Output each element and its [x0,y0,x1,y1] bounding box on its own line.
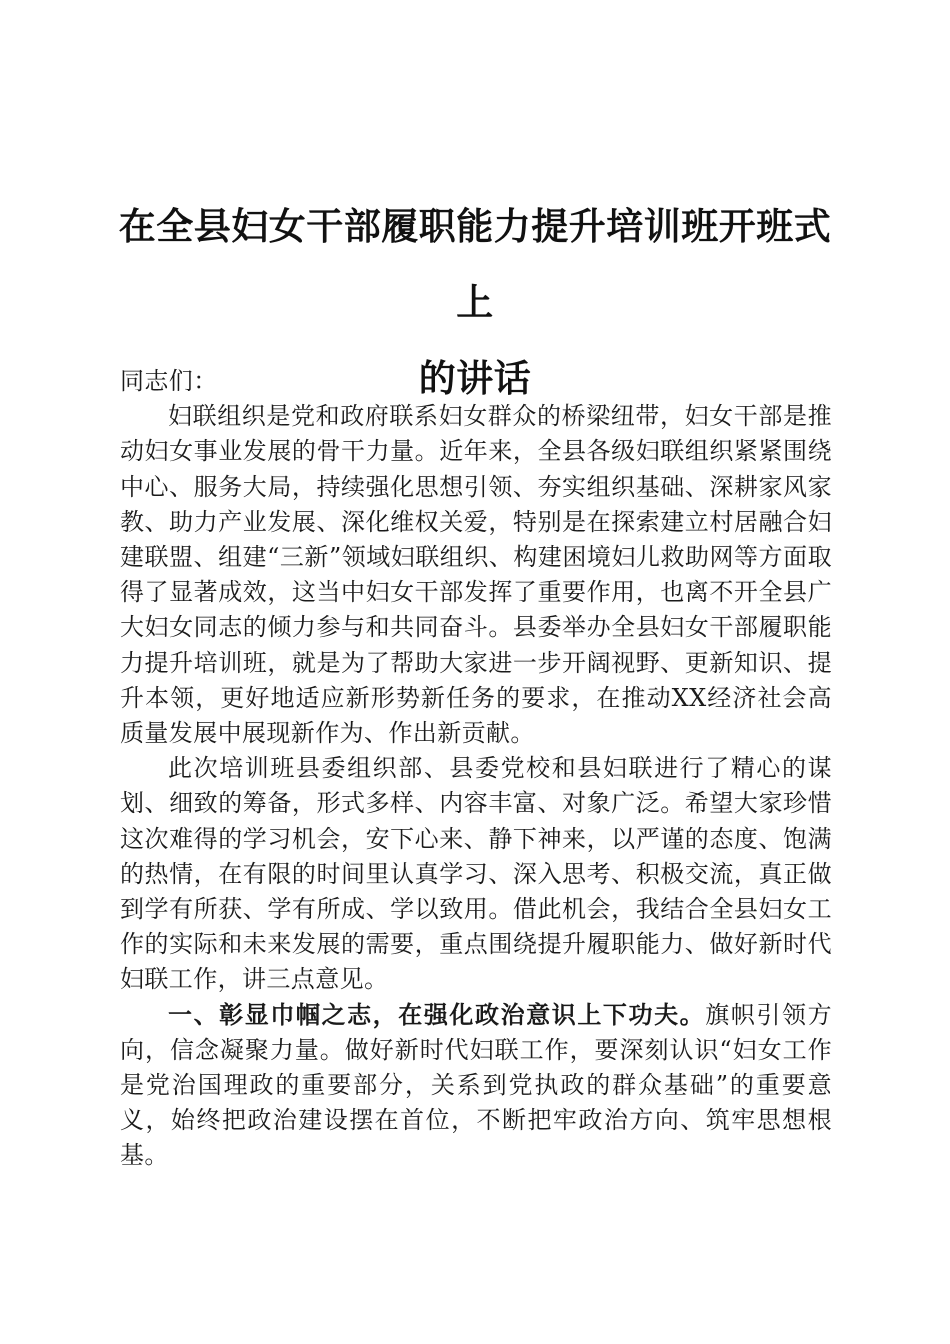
paragraph-2: 此次培训班县委组织部、县委党校和县妇联进行了精心的谋划、细致的筹备，形式多样、内容丰富、对象广泛。希望大家珍惜这次难得的学习机会，安下心来、静下神来，以严谨的态度、饱满的热情，在有限的时间里认真学习、深入思考、积极交流，真正做到学有所获、学有所成、学以致用。借此机会，我结合全县妇女工作的实际和未来发展的需要，重点围绕提升履职能力、做好新时代妇联工作，讲三点意见。 [120,754,832,994]
paragraph-1: 妇联组织是党和政府联系妇女群众的桥梁纽带，妇女干部是推动妇女事业发展的骨干力量。近年来，全县各级妇联组织紧紧围绕中心、服务大局，持续强化思想引领、夯实组织基础、深耕家风家教、助力产业发展、深化维权关爱，特别是在探索建立村居融合妇建联盟、组建“三新”领域妇联组织、构建困境妇儿救助网等方面取得了显著成效，这当中妇女干部发挥了重要作用，也离不开全县广大妇女同志的倾力参与和共同奋斗。县委举办全县妇女干部履职能力提升培训班，就是为了帮助大家进一步开阔视野、更新知识、提升本领，更好地适应新形势新任务的要求，在推动XX经济社会高质量发展中展现新作为、作出新贡献。 [120,402,832,748]
title-line-1: 在全县妇女干部履职能力提升培训班开班式上 [118,204,832,324]
section-1-heading: 一、彰显巾帼之志，在强化政治意识上下功夫。 [168,1000,706,1029]
document-body [120,364,832,1174]
salutation: 同志们： [120,367,218,395]
title-line-2: 的讲话 [418,356,532,400]
section-1-text: 旗帜引领方向，信念凝聚力量。做好新时代妇联工作，要深刻认识“妇女工作是党治国理政的重要部分，关系到党执政的群众基础”的重要意义，始终把政治建设摆在首位，不断把牢政治方向、筑牢思想根基。 [120,1000,833,1170]
section-1-paragraph [120,998,832,1174]
